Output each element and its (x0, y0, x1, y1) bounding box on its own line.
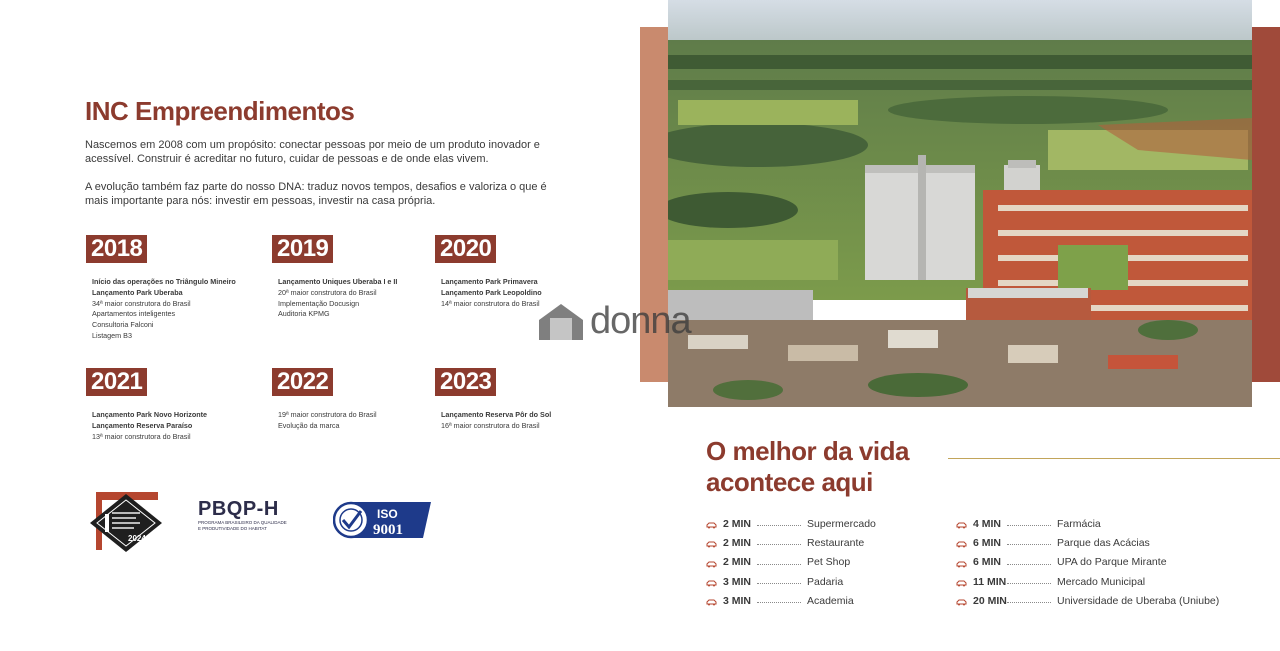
milestone-line: 13ª maior construtora do Brasil (92, 431, 191, 441)
year-badge: 2022 (272, 368, 333, 396)
travel-time: 2 MIN (723, 536, 752, 549)
dotted-leader (1007, 544, 1051, 545)
year-milestones (435, 410, 610, 432)
place-name: UPA do Parque Mirante (1057, 556, 1167, 569)
car-icon (956, 578, 967, 585)
distance-row (706, 514, 876, 533)
travel-time: 3 MIN (723, 594, 752, 607)
milestone-line: 34ª maior construtora do Brasil (92, 298, 191, 308)
milestone-line: Implementação Docusign (278, 298, 360, 308)
distance-row (956, 591, 1219, 610)
milestone-line: 19ª maior construtora do Brasil (278, 410, 377, 419)
timeline-year-block (86, 368, 261, 442)
dotted-leader (757, 602, 801, 603)
place-name: Supermercado (807, 517, 876, 530)
travel-time: 6 MIN (973, 536, 1002, 549)
place-name: Restaurante (807, 536, 865, 549)
milestone-line: Lançamento Park Uberaba (92, 287, 183, 297)
car-icon (706, 578, 717, 585)
distance-row (956, 553, 1219, 572)
timeline-year-block (435, 368, 610, 432)
year-badge: 2020 (435, 235, 496, 263)
intro-paragraph-2: A evolução também faz parte do nosso DNA: traduz novos tempos, desafios e valoriza o que é mais importante para nós: investir em pessoas, investir na casa própria. (85, 181, 547, 207)
location-title-line-1: O melhor da vida (706, 436, 909, 466)
car-icon (706, 559, 717, 566)
dotted-leader (1007, 525, 1051, 526)
iso-9001-logo (333, 500, 431, 540)
year-badge: 2018 (86, 235, 147, 263)
milestone-line: Auditoria KPMG (278, 309, 330, 319)
pbqph-tagline-2: E PRODUTIVIDADE DO HABITAT (198, 525, 267, 531)
distance-list-right (956, 514, 1219, 610)
car-icon (706, 539, 717, 546)
watermark (537, 300, 727, 342)
travel-time: 2 MIN (723, 556, 752, 569)
timeline-year-block (86, 235, 261, 342)
car-icon (706, 597, 717, 604)
aerial-city-photo (668, 0, 1252, 407)
company-title: INC Empreendimentos (85, 96, 355, 126)
place-name: Parque das Acácias (1057, 536, 1150, 549)
timeline-year-block (272, 368, 447, 432)
pbqph-tagline-1: PROGRAMA BRASILEIRO DA QUALIDADE (198, 520, 287, 525)
pbqph-logo (198, 498, 300, 540)
iso-label: ISO (377, 507, 398, 521)
dotted-leader (1007, 564, 1051, 565)
distance-row (956, 533, 1219, 552)
car-icon (956, 520, 967, 527)
milestone-line: Lançamento Park Leopoldino (441, 287, 542, 297)
travel-time: 11 MIN (973, 575, 1007, 588)
pbqph-logo-text: PBQP-H (198, 498, 279, 520)
dotted-leader (757, 525, 801, 526)
place-name: Pet Shop (807, 556, 851, 569)
distance-row (706, 572, 876, 591)
dotted-leader (757, 544, 801, 545)
distance-row (706, 533, 876, 552)
distance-row (706, 553, 876, 572)
distance-row (706, 591, 876, 610)
year-milestones (86, 277, 261, 342)
place-name: Universidade de Uberaba (Uniube) (1057, 594, 1220, 607)
dotted-leader (1007, 583, 1051, 584)
milestone-line: Apartamentos inteligentes (92, 309, 176, 319)
year-milestones (272, 277, 447, 320)
award-seal-logo (88, 490, 164, 554)
place-name: Farmácia (1057, 517, 1101, 530)
timeline-year-block (272, 235, 447, 320)
milestone-line: Lançamento Reserva Pôr do Sol (441, 410, 552, 419)
milestone-line: 16ª maior construtora do Brasil (441, 420, 540, 430)
year-milestones (272, 410, 447, 432)
milestone-line: Lançamento Park Novo Horizonte (92, 410, 208, 419)
milestone-line: Listagem B3 (92, 330, 132, 340)
year-milestones (86, 410, 261, 442)
car-icon (956, 597, 967, 604)
house-icon (537, 302, 585, 340)
year-badge: 2019 (272, 235, 333, 263)
travel-time: 3 MIN (723, 575, 752, 588)
award-year: 2024 (128, 534, 146, 543)
distance-list-left (706, 514, 876, 610)
travel-time: 4 MIN (973, 517, 1002, 530)
milestone-line: Início das operações no Triângulo Mineiro (92, 277, 236, 286)
year-badge: 2023 (435, 368, 496, 396)
dotted-leader (757, 583, 801, 584)
distance-row (956, 514, 1219, 533)
distance-row (956, 572, 1219, 591)
gold-divider (948, 458, 1280, 459)
watermark-text: donna (590, 300, 691, 342)
travel-time: 6 MIN (973, 556, 1002, 569)
car-icon (956, 539, 967, 546)
iso-number: 9001 (373, 522, 403, 538)
accent-bar-right (1252, 27, 1280, 382)
location-title-line-2: acontece aqui (706, 467, 873, 497)
travel-time: 2 MIN (723, 517, 752, 530)
travel-time: 20 MIN (973, 594, 1007, 607)
milestone-line: 14ª maior construtora do Brasil (441, 298, 540, 308)
car-icon (956, 559, 967, 566)
milestone-line: Evolução da marca (278, 420, 340, 430)
milestone-line: Consultoria Falconi (92, 320, 154, 330)
timeline-year-block (435, 235, 610, 309)
car-icon (706, 520, 717, 527)
place-name: Padaria (807, 575, 844, 588)
place-name: Mercado Municipal (1057, 575, 1146, 588)
location-title (706, 436, 909, 498)
dotted-leader (757, 564, 801, 565)
dotted-leader (1007, 602, 1051, 603)
milestone-line: Lançamento Uniques Uberaba I e II (278, 277, 398, 286)
intro-paragraph-1: Nascemos em 2008 com um propósito: conectar pessoas por meio de um produto inovador e acessível. Construir é acreditar no futuro, cuidar de pessoas e de onde elas vivem. (85, 139, 540, 165)
year-badge: 2021 (86, 368, 147, 396)
place-name: Academia (807, 594, 854, 607)
milestone-line: Lançamento Park Primavera (441, 277, 538, 286)
milestone-line: 20ª maior construtora do Brasil (278, 287, 377, 297)
milestone-line: Lançamento Reserva Paraíso (92, 420, 193, 430)
